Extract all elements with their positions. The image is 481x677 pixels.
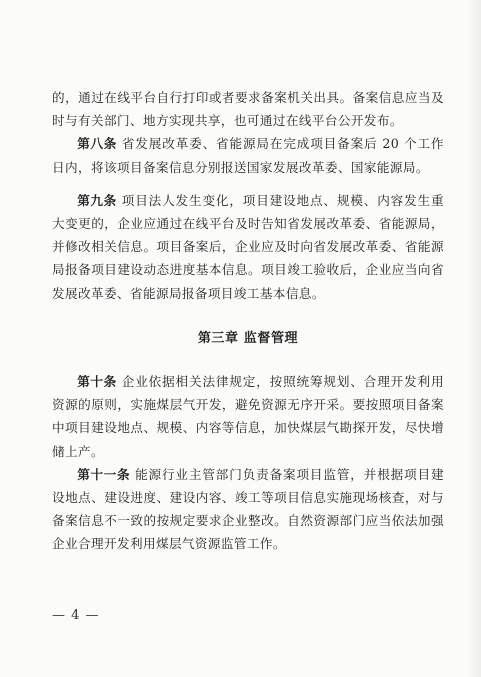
chapter-heading: 第三章 监督管理 — [197, 330, 299, 346]
article-9 — [52, 189, 444, 305]
article-10 — [52, 370, 444, 463]
page-edge-shadow — [467, 0, 481, 677]
article-10-text: 企业依据相关法律规定，按照统筹规划、合理开发利用资源的原则，实施煤层气开发，避免资源无序开采。要按照项目备案中项目建设地点、规模、内容等信息，加快煤层气勘探开发，尽快增储上产。 — [52, 374, 444, 459]
article-10-heading: 第十条 — [77, 374, 117, 390]
article-9-text: 项目法人发生变化，项目建设地点、规模、内容发生重大变更的，企业应通过在线平台及时告知省发展改革委、省能源局，并修改相关信息。项目备案后，企业应及时向省发展改革委、省能源局报备项目建设动态进度基本信息。项目竣工验收后，企业应当向省发展改革委、省能源局报备项目竣工基本信息。 — [52, 192, 444, 301]
article-11-heading: 第十一条 — [77, 466, 131, 482]
article-11 — [52, 463, 444, 556]
article-11-text: 能源行业主管部门负责备案项目监管，并根据项目建设地点、建设进度、建设内容、竣工等项目信息实施现场核查，对与备案信息不一致的按规定要求企业整改。自然资源部门应当依法加强企业合理开发利用煤层气资源监管工作。 — [52, 466, 444, 552]
article-9-heading: 第九条 — [77, 192, 117, 208]
document-body — [52, 86, 444, 556]
article-8-text: 省发展改革委、省能源局在完成项目备案后 20 个工作日内，将该项目备案信息分别报送国家发展改革委、国家能源局。 — [52, 136, 444, 175]
page-number: — 4 — — [52, 608, 100, 623]
article-8-heading: 第八条 — [77, 136, 117, 152]
article-8 — [52, 132, 444, 178]
paragraph-continuation: 的，通过在线平台自行打印或者要求备案机关出具。备案信息应当及时与有关部门、地方实现共享，也可通过在线平台公开发布。 — [52, 90, 444, 129]
